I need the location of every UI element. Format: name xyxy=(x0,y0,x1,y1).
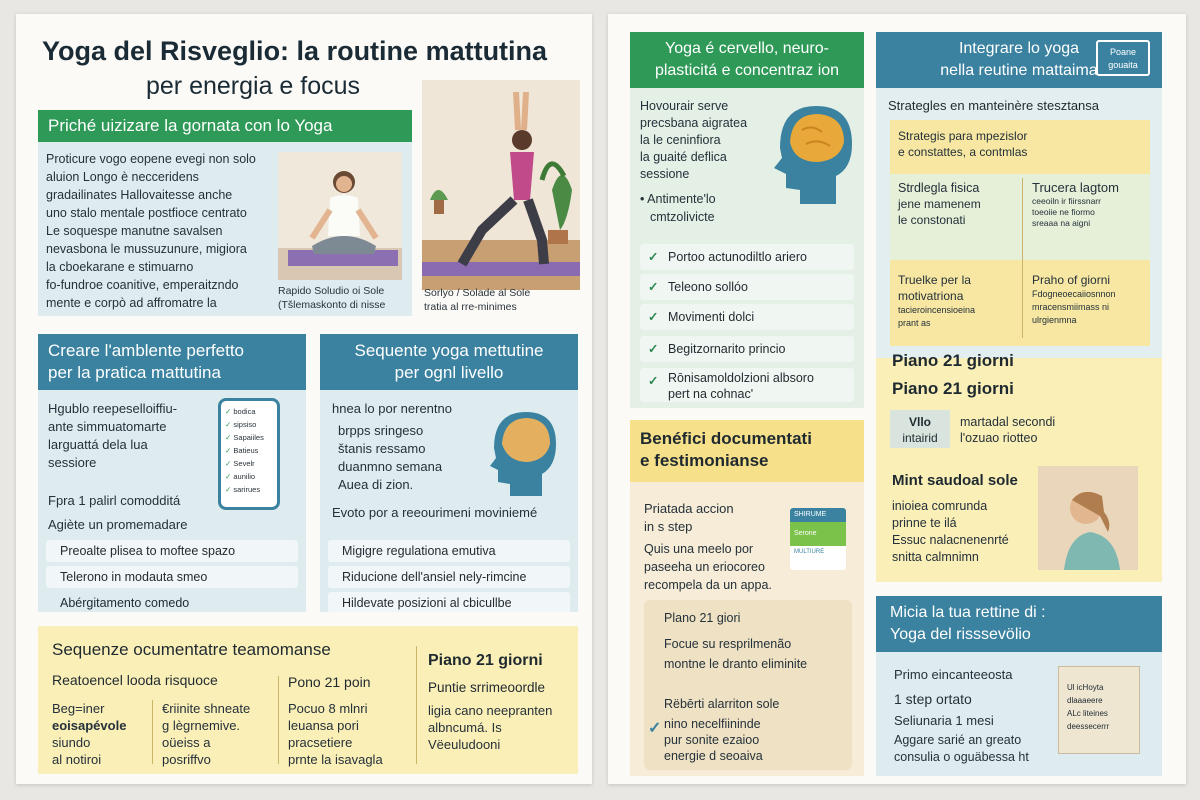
intro-header: Priché uizizare la gornata con lo Yoga xyxy=(38,110,412,142)
app-badge-icon xyxy=(790,508,846,570)
environment-row: Telerono in modauta smeo xyxy=(46,566,298,588)
intro-line: uno stalo mentale postfioce centrato xyxy=(46,206,247,220)
header-line: e festimonianse xyxy=(640,451,769,470)
start-line1: Primo eincanteeosta xyxy=(894,667,1013,682)
intro-line: mente e corpò ad affromatre la xyxy=(46,296,217,310)
note-line: Ul icHoyta xyxy=(1067,683,1104,692)
caption-line: Rapido Soludio oi Sole xyxy=(278,285,385,297)
header-line: Yoga del risssevölio xyxy=(890,626,1031,643)
documented-sequences-panel xyxy=(38,626,578,774)
cell-line: Vëeuludooni xyxy=(428,737,501,752)
header-line: per la pratica mattutina xyxy=(48,363,221,382)
cell-line: prant as xyxy=(898,318,931,328)
seated-yoga-photo xyxy=(278,152,402,280)
cell-line: Fdogneoecaiiosnnon xyxy=(1032,289,1116,299)
page-subtitle: per energia e focus xyxy=(146,72,361,100)
cell-line: ulrgienmna xyxy=(1032,315,1077,325)
intro-body xyxy=(46,150,276,312)
body-line: štanis ressamo xyxy=(338,441,426,456)
plan-tag xyxy=(890,410,950,448)
col1-title: Reatoencel looda risquoce xyxy=(52,672,218,688)
bullet-line: cmtzolivicte xyxy=(650,210,715,224)
check-icon: ✓ xyxy=(648,342,659,356)
environment-panel xyxy=(38,334,306,612)
cell-line: eoisapévole xyxy=(52,718,127,733)
intro-line: fo-fundroe coanitive, emperaitzndo xyxy=(46,278,239,292)
body-line: duanmno semana xyxy=(338,459,443,474)
check-icon: ✓ xyxy=(648,310,659,324)
cell-line: posriffvo xyxy=(162,752,211,767)
badge-line: gouaita xyxy=(1108,60,1138,70)
app-line: SHIRUME xyxy=(790,508,846,522)
brain-check-row xyxy=(640,274,854,300)
check-icon: ✓ xyxy=(225,433,232,442)
intro-line: la cboekarane e stimuarno xyxy=(46,260,194,274)
sequence-row: Riducione dell'ansiel nely-rimcine xyxy=(328,566,570,588)
body-line: precsbana aigratea xyxy=(640,116,748,130)
cell-line: oüeiss a xyxy=(162,735,211,750)
phone-item: Batieus xyxy=(233,446,259,455)
benefits-plan-box xyxy=(644,600,852,770)
app-line: Serone xyxy=(790,522,846,546)
plan-title: Piano 21 giorni xyxy=(892,351,1014,370)
check-icon: ✓ xyxy=(225,407,232,416)
mint-text xyxy=(892,498,1009,566)
cell-title: Praho of giorni xyxy=(1032,273,1111,287)
benefits-reb-text xyxy=(664,716,763,764)
cell-line: toeoiie ne fiormo xyxy=(1032,207,1095,217)
body-line: Aggare sarié an greato xyxy=(894,733,1022,747)
strategy-title: Strategles en manteinère stesztansa xyxy=(888,98,1100,113)
benefits-plan-text xyxy=(664,634,807,674)
intro-line: Proticure vogo eopene evegi non solo xyxy=(46,152,256,166)
environment-row: Preoalte plisea to moftee spazo xyxy=(46,540,298,562)
brain-header xyxy=(630,32,864,88)
cell-title: Truelke per la xyxy=(898,273,971,287)
environment-body xyxy=(48,400,218,472)
sequence-header xyxy=(320,334,578,390)
cell-line: mracensmiimass ni xyxy=(1032,302,1110,312)
header-line: plasticitá e concentraz ion xyxy=(654,62,840,79)
strategy-box1 xyxy=(898,128,1027,160)
body-line: la le ceninfiora xyxy=(640,133,721,147)
caption-line: (Tšlemaskonto di nisse xyxy=(278,299,386,311)
strategy-box4 xyxy=(898,272,975,330)
body-line: Quis una meelo por xyxy=(644,542,754,556)
body-line: Hovourair serve xyxy=(640,99,729,113)
intro-line: nevasbona le mussuzunure, migiora xyxy=(46,242,247,256)
caption-line: tratia al rre-minimes xyxy=(424,301,517,313)
cell-line: ligia cano neepranten xyxy=(428,703,553,718)
tag-line: Vllo xyxy=(908,415,931,429)
cell-line: nino necelfiininde xyxy=(664,717,761,731)
header-line: Integrare lo yoga xyxy=(958,40,1080,57)
body-line: brpps sringeso xyxy=(338,423,424,438)
cell-line: prnte la isavagla xyxy=(288,752,383,767)
header-line: per ognl livello xyxy=(394,363,504,382)
bullet-line: Antimente'lo xyxy=(647,192,716,206)
brain-check-row xyxy=(640,368,854,402)
body-line: consulia o oguäbessa ht xyxy=(894,750,1029,764)
header-line: Creare l'amblente perfetto xyxy=(48,341,245,360)
plan-tag-text xyxy=(960,414,1055,446)
cell-line: leuansa pori xyxy=(288,718,359,733)
body-line: paseeha un eriocoreo xyxy=(644,560,765,574)
cell-line: martadal secondi xyxy=(960,415,1056,429)
check-label: Rōnisamoldolzioni albsoro xyxy=(668,371,814,385)
check-label: pert na cohnac' xyxy=(668,387,754,401)
benefits-header xyxy=(630,420,864,482)
cell-line: le constonati xyxy=(898,213,966,227)
body-line: recompela da un appa. xyxy=(644,578,772,592)
column-divider xyxy=(416,646,417,764)
check-icon: ✓ xyxy=(225,485,232,494)
cell-line: sreaaa na aigni xyxy=(1032,218,1091,228)
note-line: dlaaaeere xyxy=(1067,696,1103,705)
header-line: Sequente yoga mettutine xyxy=(354,341,544,360)
strategy-grid xyxy=(890,120,1150,346)
cell-line: snitta calmnimn xyxy=(892,550,979,564)
check-label: Portoo actunodiltlo ariero xyxy=(668,250,807,264)
note-card xyxy=(1058,666,1140,754)
sequence-row: Migigre regulationa emutiva xyxy=(328,540,570,562)
cell-line: Pocuo 8 mlnri xyxy=(288,701,368,716)
tag-line: intairid xyxy=(902,431,938,445)
col4-subtitle: Puntie srrimeoordle xyxy=(428,680,546,695)
environment-line2: Agiète un promemadare xyxy=(48,517,188,532)
check-icon: ✓ xyxy=(648,280,659,294)
intro-line: gradailinates Hallovaitesse anche xyxy=(46,188,233,202)
environment-row: Abérgitamento comedo xyxy=(60,596,190,610)
photo1-caption xyxy=(278,284,408,312)
cell-line: Focue su resprilmenão xyxy=(664,637,792,651)
cell-line: prinne te ilá xyxy=(892,516,957,530)
check-icon: ✓ xyxy=(648,374,659,388)
start-line4 xyxy=(894,732,1029,766)
page-title: Yoga del Risveglio: la routine mattutina xyxy=(42,36,548,66)
body-line: larguattá dela lua xyxy=(48,437,148,452)
phone-item: Sevelr xyxy=(233,459,255,468)
cell-line: ceeoiln ir fiirssnarr xyxy=(1032,196,1101,206)
lunge-yoga-photo xyxy=(422,80,580,290)
check-icon: ✓ xyxy=(225,459,232,468)
benefits-plan-title: Plano 21 giori xyxy=(664,611,741,625)
start-line2: 1 step ortato xyxy=(894,691,972,707)
strategy-box2 xyxy=(898,180,981,228)
cell-line: al notiroi xyxy=(52,752,102,767)
intro-panel xyxy=(38,110,412,316)
cell-line: Strategis para mpezislor xyxy=(898,129,1028,143)
body-line: Auea di zion. xyxy=(338,477,414,492)
benefits-reb-title: Rëbērti alarriton sole xyxy=(664,697,780,711)
cell-line: inioiea comrunda xyxy=(892,499,988,513)
cell-line: l'ozuao riotteo xyxy=(960,431,1038,445)
start-panel xyxy=(876,596,1162,776)
brain-bullet: • Antimente'lo cmtzolivicte xyxy=(640,190,780,226)
sequence-panel xyxy=(320,334,578,612)
cell-line: e constattes, a contmlas xyxy=(898,145,1028,159)
integrate-badge xyxy=(1096,40,1150,76)
sequence-line2: Evoto por a reeourimeni moviniemé xyxy=(332,505,538,520)
check-icon: ✓ xyxy=(225,472,232,481)
woman-profile-photo xyxy=(1038,466,1138,570)
col4-title: Piano 21 giorni xyxy=(428,652,543,669)
environment-header xyxy=(38,334,306,390)
integrate-panel xyxy=(876,32,1162,582)
benefits-body xyxy=(644,500,734,536)
body-line: sessiore xyxy=(48,455,97,470)
plan-title-repeat: Piano 21 giorni xyxy=(892,379,1014,398)
cell-line: jene mamenem xyxy=(898,197,981,211)
phone-item: sipsiso xyxy=(233,420,257,429)
intro-line: aluion Longo è necceridens xyxy=(46,170,199,184)
brain-panel xyxy=(630,32,864,408)
cell-line: Essuc nalacnenenrté xyxy=(892,533,1009,547)
intro-line: Le soquespe manutne savalsen xyxy=(46,224,223,238)
header-line: nella reutine mattaima xyxy=(940,62,1098,79)
body-line: Hgublo reepeselloiffiu- xyxy=(48,401,178,416)
sequence-row: Hildevate posizioni al cbicullbe xyxy=(328,592,570,612)
cell-line: albncumá. Is xyxy=(428,720,502,735)
column-divider xyxy=(152,700,153,764)
check-icon: ✓ xyxy=(648,720,662,737)
cell-title: Strdlegla fisica xyxy=(898,181,980,195)
head-profile-icon xyxy=(480,404,560,500)
documented-sequences-header: Sequenze ocumentatre teamomanse xyxy=(52,640,331,659)
col2-text xyxy=(162,700,272,768)
check-label: Movimenti dolci xyxy=(668,310,755,324)
header-line: Micia la tua rettine di : xyxy=(890,604,1046,621)
strategy-box3 xyxy=(1032,180,1148,229)
check-icon: ✓ xyxy=(225,420,232,429)
environment-line1: Fpra 1 palirl comodditá xyxy=(48,493,181,508)
brain-check-row xyxy=(640,336,854,362)
check-label: Teleono sollóo xyxy=(668,280,748,294)
start-header xyxy=(876,596,1162,652)
grid-divider xyxy=(1022,178,1023,338)
header-line: Benéfici documentati xyxy=(640,429,812,448)
cell-line: €riinite shneate xyxy=(162,701,251,716)
body-line: la guaité deflica xyxy=(640,150,727,164)
phone-item: sarirues xyxy=(233,485,261,494)
brain-check-row xyxy=(640,244,854,270)
cell-line: siundo xyxy=(52,735,91,750)
phone-item: Sapaiiles xyxy=(233,433,264,442)
photo2-caption xyxy=(424,286,584,314)
caption-line: Sorlyo / Solade al Sole xyxy=(424,287,531,299)
benefits-body2 xyxy=(644,540,772,594)
right-page xyxy=(608,14,1186,784)
col3-text xyxy=(288,700,408,768)
phone-checklist-illustration xyxy=(218,398,280,510)
body-line: ante simmuatomarte xyxy=(48,419,167,434)
body-line: sessione xyxy=(640,167,690,181)
cell-line: energie d seoaiva xyxy=(664,749,763,763)
check-label: Begitzornarito princio xyxy=(668,342,786,356)
brain-check-row xyxy=(640,304,854,330)
cell-line: tacieroincensioeina xyxy=(898,305,976,315)
mint-title: Mint saudoal sole xyxy=(892,472,1018,489)
cell-line: pracsetiere xyxy=(288,735,353,750)
brain-body xyxy=(640,98,770,183)
col3-title: Pono 21 poin xyxy=(288,674,371,690)
sequence-line1: hnea lo por nerentno xyxy=(332,401,452,416)
strategy-box5 xyxy=(1032,272,1148,327)
cell-title: Trucera lagtom xyxy=(1032,180,1119,195)
check-icon: ✓ xyxy=(225,446,232,455)
app-line: MULTIURE xyxy=(794,549,825,555)
cell-line: montne le dranto eliminite xyxy=(664,657,808,671)
note-line: ALc liteines xyxy=(1067,709,1108,718)
check-icon: ✓ xyxy=(648,250,659,264)
left-page xyxy=(16,14,592,784)
phone-item: aunilio xyxy=(233,472,256,481)
cell-title: motivatriona xyxy=(898,289,964,303)
col4-text xyxy=(428,702,574,753)
body-line: in s step xyxy=(644,519,693,534)
sequence-body xyxy=(338,422,478,494)
col1-text-a xyxy=(52,700,142,768)
column-divider xyxy=(278,676,279,764)
phone-item: bodica xyxy=(233,407,256,416)
body-line: Priatada accion xyxy=(644,501,734,516)
note-line: deessecerrr xyxy=(1067,722,1110,731)
cell-line: pur sonite ezaioo xyxy=(664,733,760,747)
cell-line: g lègrnemive. xyxy=(162,718,241,733)
header-line: Yoga é cervello, neuro- xyxy=(665,40,829,57)
start-line3: Seliunaria 1 mesi xyxy=(894,713,994,728)
cell-line: Beg=iner xyxy=(52,701,105,716)
benefits-panel xyxy=(630,420,864,776)
badge-line: Poane xyxy=(1109,47,1137,57)
